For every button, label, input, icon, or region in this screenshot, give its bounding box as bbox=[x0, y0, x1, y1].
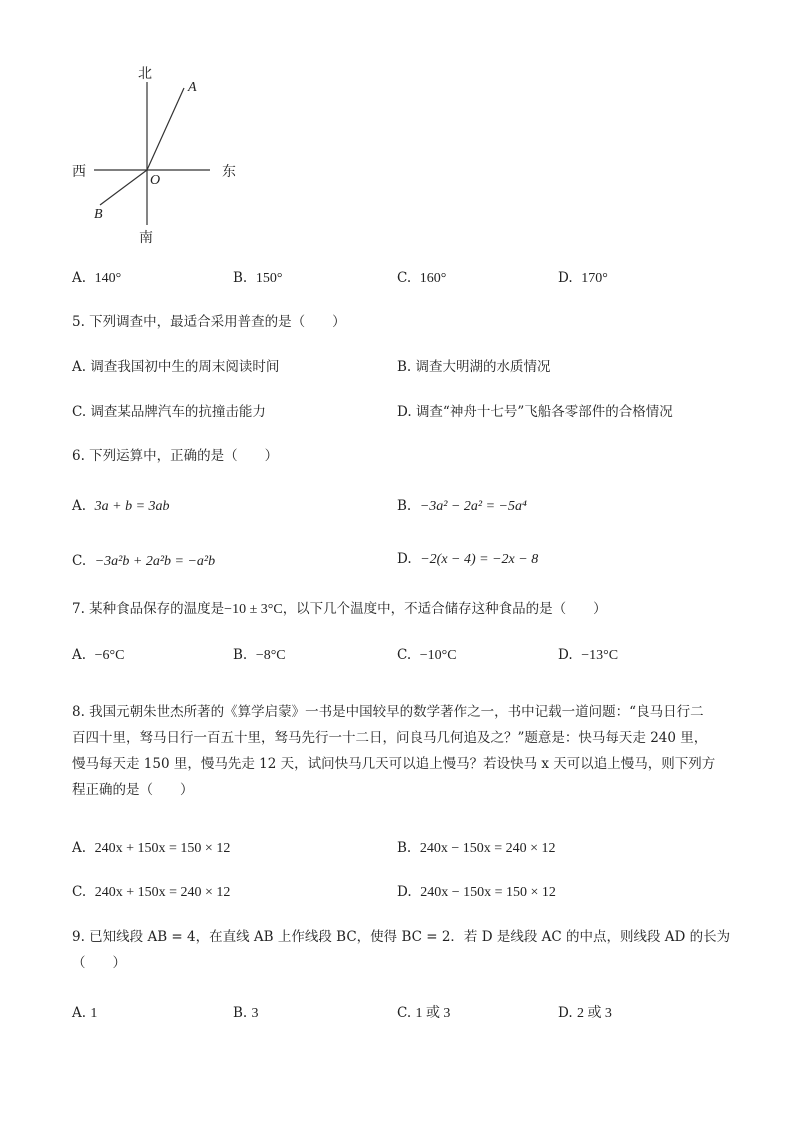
label-south: 南 bbox=[139, 230, 153, 246]
q9-line-2: （ ） bbox=[72, 955, 126, 971]
q6-option-a: A. 3a + b = 3ab bbox=[72, 498, 170, 514]
q5-stem: 5. 下列调查中，最适合采用普查的是（ ） bbox=[72, 314, 346, 330]
compass-diagram bbox=[60, 60, 260, 250]
q5-option-d: D. 调查“神舟十七号”飞船各零部件的合格情况 bbox=[397, 404, 673, 420]
q5-option-c: C. 调查某品牌汽车的抗撞击能力 bbox=[72, 404, 266, 420]
label-east: 东 bbox=[222, 164, 236, 180]
q7-stem: 7. 某种食品保存的温度是−10 ± 3°C，以下几个温度中，不适合储存这种食品的是（ ） bbox=[72, 601, 607, 617]
q9-option-d: D. 2 或 3 bbox=[558, 1005, 612, 1021]
q9-option-b: B. 3 bbox=[233, 1005, 259, 1021]
q7-option-b: B. −8°C bbox=[233, 647, 286, 663]
q6-option-d: D. −2(x − 4) = −2x − 8 bbox=[397, 551, 539, 567]
q5-option-a: A. 调查我国初中生的周末阅读时间 bbox=[72, 359, 280, 375]
label-point-b: B bbox=[94, 207, 103, 222]
q4-option-b: B. 150° bbox=[233, 270, 283, 286]
q7-option-a: A. −6°C bbox=[72, 647, 125, 663]
q9-option-c: C. 1 或 3 bbox=[397, 1005, 451, 1021]
q7-option-d: D. −13°C bbox=[558, 647, 619, 663]
q8-stem bbox=[72, 699, 732, 803]
q4-option-d: D. 170° bbox=[558, 270, 608, 286]
label-north: 北 bbox=[138, 66, 152, 82]
q4-option-a: A. 140° bbox=[72, 270, 122, 286]
q8-line-2: 百四十里，驽马日行一百五十里，驽马先行一十二日，问良马几何追及之？”题意是：快马每天走 240 里， bbox=[72, 730, 708, 746]
q9-option-a: A. 1 bbox=[72, 1005, 98, 1021]
q6-option-c: C. −3a²b + 2a²b = −a²b bbox=[72, 553, 216, 569]
q8-line-4: 程正确的是（ ） bbox=[72, 782, 194, 798]
q8-option-a: A. 240x + 150x = 150 × 12 bbox=[72, 840, 231, 856]
label-origin: O bbox=[150, 173, 161, 188]
q9-line-1: 9. 已知线段 AB = 4，在直线 AB 上作线段 BC，使得 BC = 2．若 D 是线段 AC 的中点，则线段 AD 的长为 bbox=[72, 929, 731, 945]
ray-oa bbox=[147, 88, 184, 170]
q8-option-b: B. 240x − 150x = 240 × 12 bbox=[397, 840, 556, 856]
ray-ob bbox=[100, 170, 147, 205]
q9-stem bbox=[72, 924, 732, 976]
q7-option-c: C. −10°C bbox=[397, 647, 457, 663]
q8-option-c: C. 240x + 150x = 240 × 12 bbox=[72, 884, 231, 900]
q8-line-3: 慢马每天走 150 里，慢马先走 12 天，试问快马几天可以追上慢马？若设快马 x 天可以追上慢马，则下列方 bbox=[72, 756, 716, 772]
label-point-a: A bbox=[188, 80, 197, 95]
q8-line-1: 8. 我国元朝朱世杰所著的《算学启蒙》一书是中国较早的数学著作之一，书中记载一道问题：“良马日行二 bbox=[72, 704, 704, 720]
q4-option-c: C. 160° bbox=[397, 270, 447, 286]
q6-stem: 6. 下列运算中，正确的是（ ） bbox=[72, 448, 279, 464]
label-west: 西 bbox=[72, 164, 86, 180]
q6-option-b: B. −3a² − 2a² = −5a⁴ bbox=[397, 498, 527, 514]
q5-option-b: B. 调查大明湖的水质情况 bbox=[397, 359, 551, 375]
q8-option-d: D. 240x − 150x = 150 × 12 bbox=[397, 884, 556, 900]
